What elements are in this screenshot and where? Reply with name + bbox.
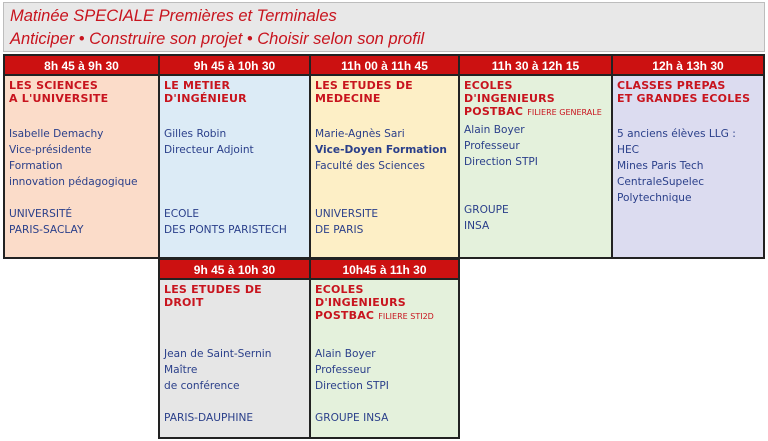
- session-sciences-universite: [3, 54, 160, 259]
- session-time: 11h 00 à 11h 45: [311, 56, 458, 76]
- session-metier-ingenieur: [158, 54, 311, 259]
- session-title: ECOLES D'INGENIEURS POSTBAC FILIERE STI2D: [315, 283, 434, 322]
- session-institution: GROUPE INSA: [315, 412, 389, 424]
- session-title: CLASSES PREPAS ET GRANDES ECOLES: [617, 79, 751, 105]
- header-banner: [3, 2, 765, 52]
- session-speaker: Marie-Agnès Sari Vice-Doyen Formation Faculté des Sciences: [315, 128, 447, 172]
- session-time: 10h45 à 11h 30: [311, 260, 458, 280]
- session-title: LES SCIENCES A L'UNIVERSITE: [9, 79, 109, 105]
- session-title: LE METIER D'INGÉNIEUR: [164, 79, 247, 105]
- page-subtitle: Anticiper • Construire son projet • Choisir selon son profil: [10, 30, 425, 48]
- session-time: 9h 45 à 10h 30: [160, 260, 309, 280]
- session-speaker: Gilles Robin Directeur Adjoint: [164, 128, 254, 156]
- session-etudes-medecine: [309, 54, 460, 259]
- session-time: 9h 45 à 10h 30: [160, 56, 309, 76]
- session-institution: PARIS-DAUPHINE: [164, 412, 254, 424]
- session-classes-prepas: [611, 54, 765, 259]
- session-title: ECOLES D'INGENIEURS POSTBAC FILIERE GENERALE: [464, 79, 602, 118]
- session-institution: UNIVERSITE DE PARIS: [315, 208, 379, 236]
- session-title: LES ETUDES DE MEDECINE: [315, 79, 413, 105]
- session-ecoles-ingenieurs-generale: [458, 54, 613, 259]
- page-title: Matinée SPECIALE Premières et Terminales: [10, 7, 337, 25]
- session-time: 11h 30 à 12h 15: [460, 56, 611, 76]
- session-speaker: Isabelle Demachy Vice-présidente Formation innovation pédagogique: [9, 128, 138, 188]
- session-institution: UNIVERSITÉ PARIS-SACLAY: [9, 208, 84, 236]
- session-speaker: Jean de Saint-Sernin Maître de conférence: [164, 348, 272, 392]
- session-institution: GROUPE INSA: [464, 204, 509, 232]
- session-speaker: 5 anciens élèves LLG : HEC Mines Paris Tech CentraleSupelec Polytechnique: [617, 128, 736, 204]
- session-institution: ECOLE DES PONTS PARISTECH: [164, 208, 287, 236]
- session-speaker: Alain Boyer Professeur Direction STPI: [315, 348, 389, 392]
- session-title: LES ETUDES DE DROIT: [164, 283, 262, 309]
- session-time: 8h 45 à 9h 30: [5, 56, 158, 76]
- session-ecoles-ingenieurs-sti2d: [309, 258, 460, 439]
- session-etudes-droit: [158, 258, 311, 439]
- session-time: 12h à 13h 30: [613, 56, 763, 76]
- session-speaker: Alain Boyer Professeur Direction STPI: [464, 124, 538, 168]
